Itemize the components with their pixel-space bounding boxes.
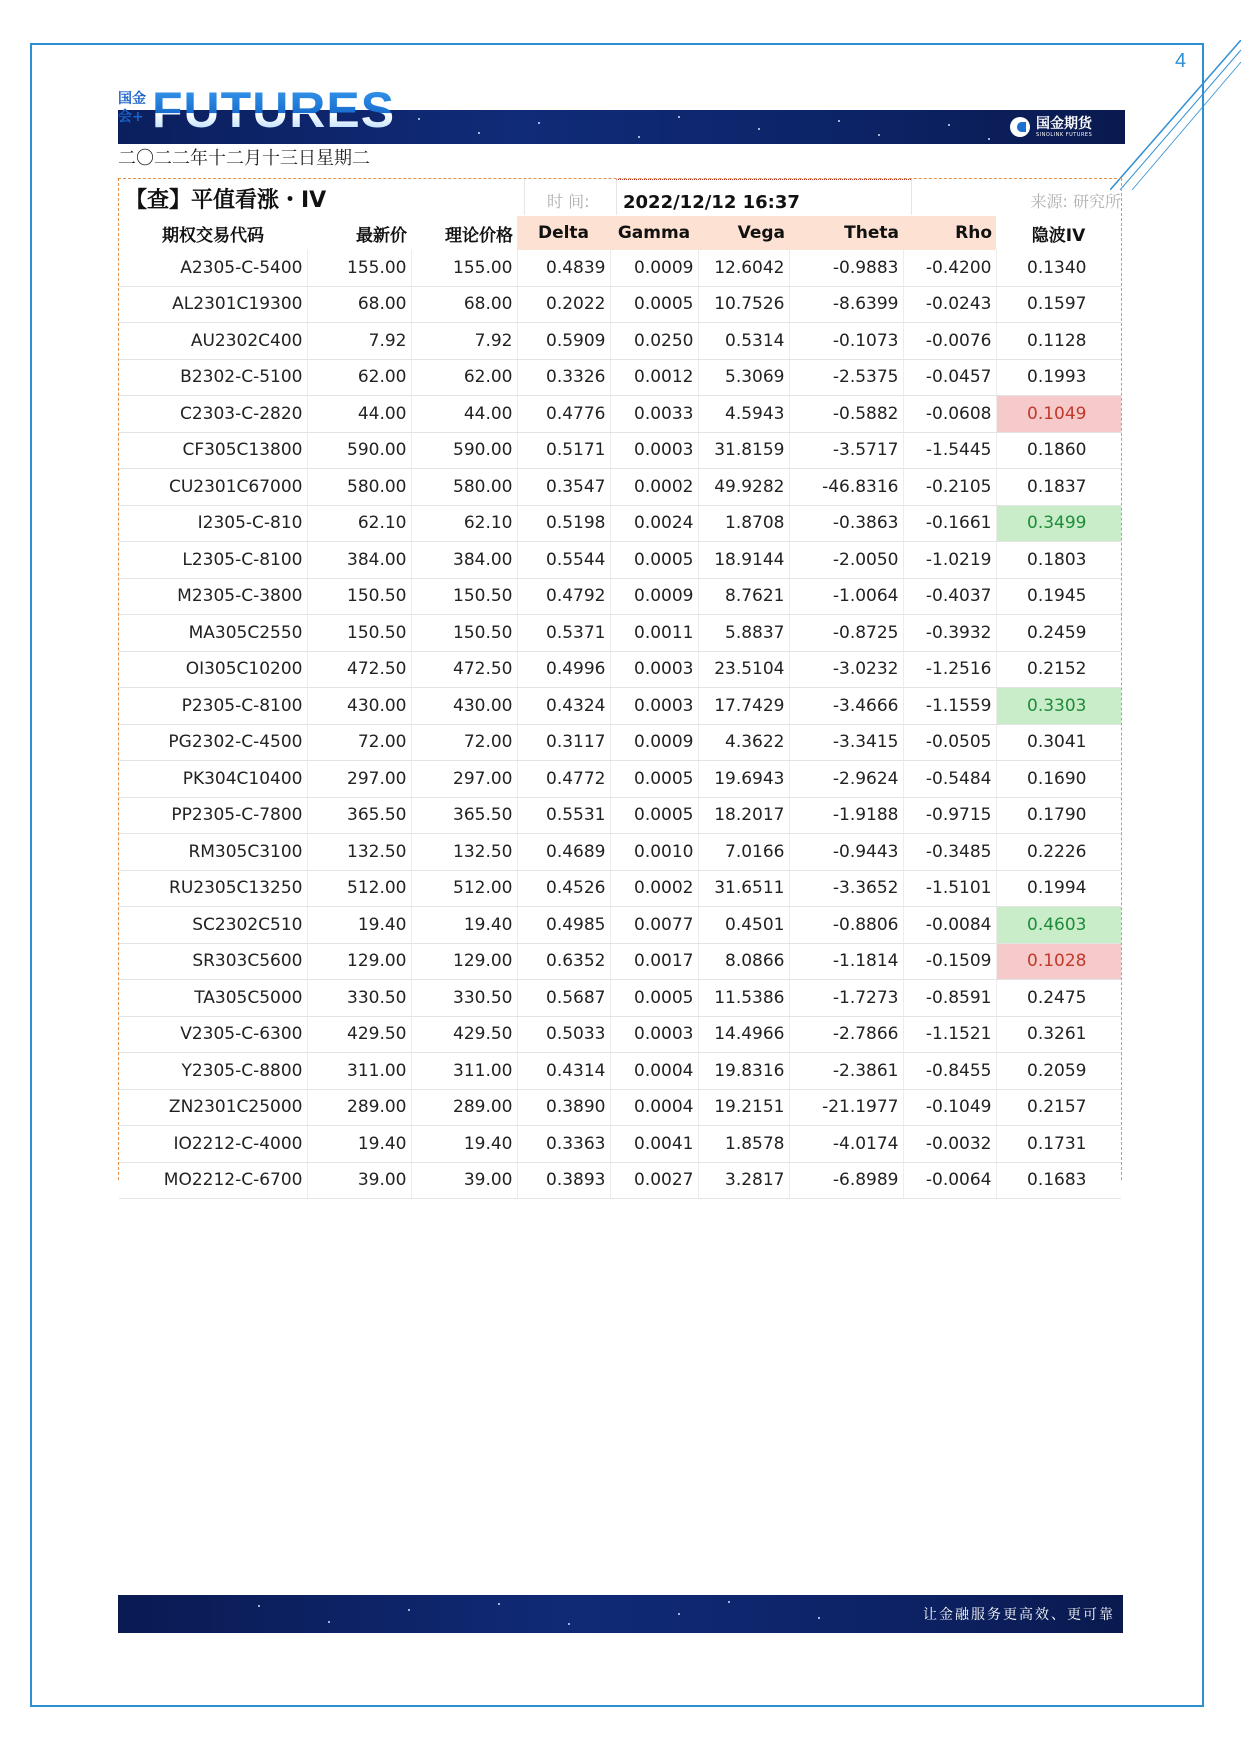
cell-theta: -0.3863 — [789, 505, 903, 542]
cell-theo: 129.00 — [411, 943, 517, 980]
logo-futures: FUTURES — [152, 82, 396, 138]
cell-rho: -0.4200 — [903, 250, 996, 286]
cell-gamma: 0.0041 — [610, 1126, 698, 1163]
cell-iv: 0.1790 — [996, 797, 1121, 834]
table-row — [119, 396, 1121, 433]
cell-theta: -1.0064 — [789, 578, 903, 615]
cell-last: 62.00 — [307, 359, 411, 396]
options-table-panel — [118, 178, 1122, 1191]
cell-code: SC2302C510 — [119, 907, 307, 944]
cell-rho: -1.0219 — [903, 542, 996, 579]
cell-vega: 3.2817 — [698, 1162, 789, 1199]
cell-last: 365.50 — [307, 797, 411, 834]
cell-theo: 590.00 — [411, 432, 517, 469]
cell-code: AL2301C19300 — [119, 286, 307, 323]
cell-rho: -1.1559 — [903, 688, 996, 725]
cell-last: 512.00 — [307, 870, 411, 907]
cell-theo: 72.00 — [411, 724, 517, 761]
cell-gamma: 0.0003 — [610, 651, 698, 688]
cell-delta: 0.5198 — [517, 505, 610, 542]
cell-theta: -0.8725 — [789, 615, 903, 652]
cell-iv: 0.1597 — [996, 286, 1121, 323]
cell-vega: 19.2151 — [698, 1089, 789, 1126]
table-row — [119, 1126, 1121, 1163]
page-number: 4 — [1175, 50, 1187, 72]
cell-delta: 0.2022 — [517, 286, 610, 323]
cell-iv: 0.1803 — [996, 542, 1121, 579]
cell-iv: 0.2157 — [996, 1089, 1121, 1126]
col-header-theta: Theta — [789, 216, 903, 250]
brand-logo — [1010, 113, 1092, 141]
cell-rho: -0.3485 — [903, 834, 996, 871]
cell-delta: 0.4772 — [517, 761, 610, 798]
cell-vega: 4.5943 — [698, 396, 789, 433]
cell-code: P2305-C-8100 — [119, 688, 307, 725]
cell-delta: 0.3893 — [517, 1162, 610, 1199]
cell-theo: 297.00 — [411, 761, 517, 798]
logo-cn-line1: 国金 — [118, 91, 146, 107]
col-header-code: 期权交易代码 — [119, 216, 307, 250]
cell-rho: -0.5484 — [903, 761, 996, 798]
cell-theta: -0.1073 — [789, 323, 903, 360]
cell-rho: -0.1661 — [903, 505, 996, 542]
table-row — [119, 323, 1121, 360]
table-row — [119, 505, 1121, 542]
cell-vega: 19.8316 — [698, 1053, 789, 1090]
cell-gamma: 0.0004 — [610, 1053, 698, 1090]
cell-gamma: 0.0003 — [610, 432, 698, 469]
cell-theta: -8.6399 — [789, 286, 903, 323]
cell-iv: 0.1049 — [996, 396, 1121, 433]
time-label: 时 间: — [524, 179, 616, 215]
cell-theta: -0.8806 — [789, 907, 903, 944]
cell-vega: 5.8837 — [698, 615, 789, 652]
cell-rho: -0.8455 — [903, 1053, 996, 1090]
cell-theo: 19.40 — [411, 907, 517, 944]
col-header-vega: Vega — [698, 216, 789, 250]
logo-cn-line2: 会 — [118, 109, 132, 125]
table-row — [119, 980, 1121, 1017]
table-title-row — [119, 179, 1121, 216]
table-row — [119, 834, 1121, 871]
table-row — [119, 286, 1121, 323]
cell-theta: -0.9443 — [789, 834, 903, 871]
cell-iv: 0.2475 — [996, 980, 1121, 1017]
cell-last: 129.00 — [307, 943, 411, 980]
cell-code: V2305-C-6300 — [119, 1016, 307, 1053]
cell-rho: -0.1509 — [903, 943, 996, 980]
cell-vega: 11.5386 — [698, 980, 789, 1017]
cell-iv: 0.1860 — [996, 432, 1121, 469]
table-row — [119, 688, 1121, 725]
cell-iv: 0.3499 — [996, 505, 1121, 542]
cell-delta: 0.4689 — [517, 834, 610, 871]
cell-vega: 49.9282 — [698, 469, 789, 506]
cell-code: B2302-C-5100 — [119, 359, 307, 396]
cell-gamma: 0.0027 — [610, 1162, 698, 1199]
cell-iv: 0.1993 — [996, 359, 1121, 396]
cell-delta: 0.4839 — [517, 250, 610, 286]
cell-gamma: 0.0009 — [610, 724, 698, 761]
cell-gamma: 0.0005 — [610, 286, 698, 323]
cell-iv: 0.1683 — [996, 1162, 1121, 1199]
cell-rho: -0.3932 — [903, 615, 996, 652]
cell-vega: 5.3069 — [698, 359, 789, 396]
cell-last: 7.92 — [307, 323, 411, 360]
cell-rho: -0.0505 — [903, 724, 996, 761]
table-row — [119, 542, 1121, 579]
cell-last: 289.00 — [307, 1089, 411, 1126]
cell-rho: -0.9715 — [903, 797, 996, 834]
cell-theo: 62.00 — [411, 359, 517, 396]
cell-theta: -2.0050 — [789, 542, 903, 579]
cell-rho: -1.1521 — [903, 1016, 996, 1053]
cell-rho: -0.0084 — [903, 907, 996, 944]
cell-delta: 0.3890 — [517, 1089, 610, 1126]
cell-delta: 0.5531 — [517, 797, 610, 834]
cell-theo: 7.92 — [411, 323, 517, 360]
cell-gamma: 0.0002 — [610, 469, 698, 506]
cell-rho: -0.4037 — [903, 578, 996, 615]
cell-theta: -21.1977 — [789, 1089, 903, 1126]
cell-iv: 0.1690 — [996, 761, 1121, 798]
cell-vega: 10.7526 — [698, 286, 789, 323]
cell-delta: 0.5171 — [517, 432, 610, 469]
table-row — [119, 1053, 1121, 1090]
cell-theo: 155.00 — [411, 250, 517, 286]
cell-delta: 0.5687 — [517, 980, 610, 1017]
table-row — [119, 359, 1121, 396]
cell-theta: -2.9624 — [789, 761, 903, 798]
table-row — [119, 797, 1121, 834]
cell-rho: -1.5101 — [903, 870, 996, 907]
cell-theta: -46.8316 — [789, 469, 903, 506]
cell-theta: -4.0174 — [789, 1126, 903, 1163]
col-header-iv: 隐波IV — [996, 216, 1121, 250]
cell-iv: 0.2226 — [996, 834, 1121, 871]
cell-theta: -2.7866 — [789, 1016, 903, 1053]
cell-last: 150.50 — [307, 615, 411, 652]
cell-last: 472.50 — [307, 651, 411, 688]
cell-gamma: 0.0005 — [610, 761, 698, 798]
cell-last: 132.50 — [307, 834, 411, 871]
cell-iv: 0.2059 — [996, 1053, 1121, 1090]
cell-iv: 0.1340 — [996, 250, 1121, 286]
table-row — [119, 761, 1121, 798]
cell-code: PG2302-C-4500 — [119, 724, 307, 761]
cell-last: 62.10 — [307, 505, 411, 542]
cell-code: RU2305C13250 — [119, 870, 307, 907]
cell-last: 150.50 — [307, 578, 411, 615]
cell-iv: 0.1945 — [996, 578, 1121, 615]
cell-gamma: 0.0011 — [610, 615, 698, 652]
cell-iv: 0.3041 — [996, 724, 1121, 761]
cell-gamma: 0.0009 — [610, 578, 698, 615]
cell-theo: 150.50 — [411, 578, 517, 615]
cell-delta: 0.4314 — [517, 1053, 610, 1090]
cell-theta: -1.9188 — [789, 797, 903, 834]
cell-vega: 31.8159 — [698, 432, 789, 469]
cell-rho: -0.0457 — [903, 359, 996, 396]
cell-iv: 0.4603 — [996, 907, 1121, 944]
cell-gamma: 0.0004 — [610, 1089, 698, 1126]
footer-slogan: 让金融服务更高效、更可靠 — [923, 1607, 1115, 1623]
cell-rho: -1.5445 — [903, 432, 996, 469]
cell-code: MO2212-C-6700 — [119, 1162, 307, 1199]
cell-theo: 132.50 — [411, 834, 517, 871]
cell-theo: 39.00 — [411, 1162, 517, 1199]
cell-last: 44.00 — [307, 396, 411, 433]
col-header-rho: Rho — [903, 216, 996, 250]
cell-gamma: 0.0005 — [610, 542, 698, 579]
cell-rho: -0.0076 — [903, 323, 996, 360]
cell-theo: 150.50 — [411, 615, 517, 652]
cell-vega: 17.7429 — [698, 688, 789, 725]
cell-delta: 0.4985 — [517, 907, 610, 944]
cell-last: 19.40 — [307, 1126, 411, 1163]
cell-last: 72.00 — [307, 724, 411, 761]
brand-mark-icon — [1010, 117, 1030, 137]
cell-delta: 0.3326 — [517, 359, 610, 396]
cell-code: IO2212-C-4000 — [119, 1126, 307, 1163]
cell-vega: 19.6943 — [698, 761, 789, 798]
cell-delta: 0.3363 — [517, 1126, 610, 1163]
cell-delta: 0.3547 — [517, 469, 610, 506]
table-row — [119, 1162, 1121, 1199]
cell-gamma: 0.0003 — [610, 688, 698, 725]
cell-gamma: 0.0003 — [610, 1016, 698, 1053]
cell-theo: 430.00 — [411, 688, 517, 725]
cell-last: 429.50 — [307, 1016, 411, 1053]
table-row — [119, 250, 1121, 286]
table-row — [119, 907, 1121, 944]
cell-gamma: 0.0010 — [610, 834, 698, 871]
cell-last: 580.00 — [307, 469, 411, 506]
cell-last: 311.00 — [307, 1053, 411, 1090]
cell-vega: 4.3622 — [698, 724, 789, 761]
cell-code: OI305C10200 — [119, 651, 307, 688]
cell-code: L2305-C-8100 — [119, 542, 307, 579]
cell-theo: 365.50 — [411, 797, 517, 834]
cell-rho: -1.2516 — [903, 651, 996, 688]
cell-rho: -0.1049 — [903, 1089, 996, 1126]
logo-chinese — [118, 90, 154, 126]
cell-theta: -0.9883 — [789, 250, 903, 286]
cell-code: SR303C5600 — [119, 943, 307, 980]
cell-delta: 0.5909 — [517, 323, 610, 360]
cell-rho: -0.0064 — [903, 1162, 996, 1199]
logo-plus: + — [132, 109, 144, 125]
cell-theta: -3.0232 — [789, 651, 903, 688]
table-row — [119, 651, 1121, 688]
cell-iv: 0.2459 — [996, 615, 1121, 652]
brand-name-cn: 国金期货 — [1036, 115, 1092, 132]
cell-code: MA305C2550 — [119, 615, 307, 652]
cell-theta: -0.5882 — [789, 396, 903, 433]
table-title: 【查】平值看涨・IV — [125, 188, 327, 213]
cell-iv: 0.1128 — [996, 323, 1121, 360]
cell-iv: 0.1028 — [996, 943, 1121, 980]
table-row — [119, 432, 1121, 469]
cell-theo: 384.00 — [411, 542, 517, 579]
cell-vega: 1.8578 — [698, 1126, 789, 1163]
cell-theta: -3.5717 — [789, 432, 903, 469]
table-row — [119, 578, 1121, 615]
cell-rho: -0.0032 — [903, 1126, 996, 1163]
cell-code: I2305-C-810 — [119, 505, 307, 542]
cell-theta: -1.7273 — [789, 980, 903, 1017]
cell-delta: 0.6352 — [517, 943, 610, 980]
cell-vega: 31.6511 — [698, 870, 789, 907]
cell-vega: 0.4501 — [698, 907, 789, 944]
cell-last: 155.00 — [307, 250, 411, 286]
cell-vega: 1.8708 — [698, 505, 789, 542]
cell-gamma: 0.0024 — [610, 505, 698, 542]
cell-rho: -0.0608 — [903, 396, 996, 433]
source-label: 来源: 研究所 — [911, 179, 1121, 215]
cell-gamma: 0.0017 — [610, 943, 698, 980]
cell-code: Y2305-C-8800 — [119, 1053, 307, 1090]
cell-theta: -2.5375 — [789, 359, 903, 396]
cell-gamma: 0.0002 — [610, 870, 698, 907]
table-row — [119, 724, 1121, 761]
cell-last: 297.00 — [307, 761, 411, 798]
cell-delta: 0.5033 — [517, 1016, 610, 1053]
cell-code: M2305-C-3800 — [119, 578, 307, 615]
cell-theo: 512.00 — [411, 870, 517, 907]
cell-last: 330.50 — [307, 980, 411, 1017]
cell-code: AU2302C400 — [119, 323, 307, 360]
options-greeks-table — [119, 216, 1121, 1199]
time-value: 2022/12/12 16:37 — [616, 179, 911, 215]
cell-delta: 0.4776 — [517, 396, 610, 433]
report-date: 二〇二二年十二月十三日星期二 — [118, 148, 370, 169]
cell-delta: 0.4324 — [517, 688, 610, 725]
cell-last: 590.00 — [307, 432, 411, 469]
cell-theta: -6.8989 — [789, 1162, 903, 1199]
cell-theo: 19.40 — [411, 1126, 517, 1163]
cell-code: PP2305-C-7800 — [119, 797, 307, 834]
table-row — [119, 615, 1121, 652]
footer-banner — [118, 1595, 1123, 1633]
col-header-delta: Delta — [517, 216, 610, 250]
cell-vega: 14.4966 — [698, 1016, 789, 1053]
cell-theo: 311.00 — [411, 1053, 517, 1090]
table-row — [119, 469, 1121, 506]
cell-vega: 12.6042 — [698, 250, 789, 286]
cell-rho: -0.0243 — [903, 286, 996, 323]
cell-theo: 580.00 — [411, 469, 517, 506]
cell-theo: 44.00 — [411, 396, 517, 433]
table-row — [119, 1016, 1121, 1053]
cell-code: TA305C5000 — [119, 980, 307, 1017]
cell-last: 39.00 — [307, 1162, 411, 1199]
cell-vega: 18.9144 — [698, 542, 789, 579]
cell-code: CF305C13800 — [119, 432, 307, 469]
cell-theta: -2.3861 — [789, 1053, 903, 1090]
cell-iv: 0.2152 — [996, 651, 1121, 688]
cell-delta: 0.5544 — [517, 542, 610, 579]
table-row — [119, 1089, 1121, 1126]
cell-iv: 0.1837 — [996, 469, 1121, 506]
table-header-row — [119, 216, 1121, 250]
cell-gamma: 0.0012 — [610, 359, 698, 396]
cell-gamma: 0.0005 — [610, 980, 698, 1017]
col-header-theo: 理论价格 — [411, 216, 517, 250]
col-header-last: 最新价 — [307, 216, 411, 250]
cell-code: RM305C3100 — [119, 834, 307, 871]
cell-vega: 18.2017 — [698, 797, 789, 834]
cell-iv: 0.3261 — [996, 1016, 1121, 1053]
cell-last: 19.40 — [307, 907, 411, 944]
cell-vega: 0.5314 — [698, 323, 789, 360]
cell-delta: 0.4996 — [517, 651, 610, 688]
cell-theo: 472.50 — [411, 651, 517, 688]
cell-gamma: 0.0033 — [610, 396, 698, 433]
cell-rho: -0.2105 — [903, 469, 996, 506]
cell-theo: 62.10 — [411, 505, 517, 542]
brand-name-en: SINOLINK FUTURES — [1036, 131, 1093, 138]
cell-theta: -1.1814 — [789, 943, 903, 980]
cell-theo: 289.00 — [411, 1089, 517, 1126]
table-row — [119, 943, 1121, 980]
cell-theo: 330.50 — [411, 980, 517, 1017]
cell-code: PK304C10400 — [119, 761, 307, 798]
cell-code: CU2301C67000 — [119, 469, 307, 506]
cell-theta: -3.4666 — [789, 688, 903, 725]
cell-vega: 8.7621 — [698, 578, 789, 615]
table-row — [119, 870, 1121, 907]
cell-last: 384.00 — [307, 542, 411, 579]
cell-code: C2303-C-2820 — [119, 396, 307, 433]
cell-vega: 7.0166 — [698, 834, 789, 871]
cell-theta: -3.3652 — [789, 870, 903, 907]
cell-iv: 0.3303 — [996, 688, 1121, 725]
cell-gamma: 0.0009 — [610, 250, 698, 286]
table-body — [119, 250, 1121, 1199]
cell-theta: -3.3415 — [789, 724, 903, 761]
cell-gamma: 0.0250 — [610, 323, 698, 360]
cell-code: A2305-C-5400 — [119, 250, 307, 286]
cell-code: ZN2301C25000 — [119, 1089, 307, 1126]
cell-delta: 0.4792 — [517, 578, 610, 615]
cell-rho: -0.8591 — [903, 980, 996, 1017]
cell-delta: 0.4526 — [517, 870, 610, 907]
cell-iv: 0.1731 — [996, 1126, 1121, 1163]
cell-gamma: 0.0077 — [610, 907, 698, 944]
cell-delta: 0.5371 — [517, 615, 610, 652]
col-header-gamma: Gamma — [610, 216, 698, 250]
cell-vega: 23.5104 — [698, 651, 789, 688]
cell-theo: 429.50 — [411, 1016, 517, 1053]
cell-theo: 68.00 — [411, 286, 517, 323]
cell-gamma: 0.0005 — [610, 797, 698, 834]
cell-delta: 0.3117 — [517, 724, 610, 761]
cell-iv: 0.1994 — [996, 870, 1121, 907]
cell-last: 68.00 — [307, 286, 411, 323]
cell-vega: 8.0866 — [698, 943, 789, 980]
cell-last: 430.00 — [307, 688, 411, 725]
